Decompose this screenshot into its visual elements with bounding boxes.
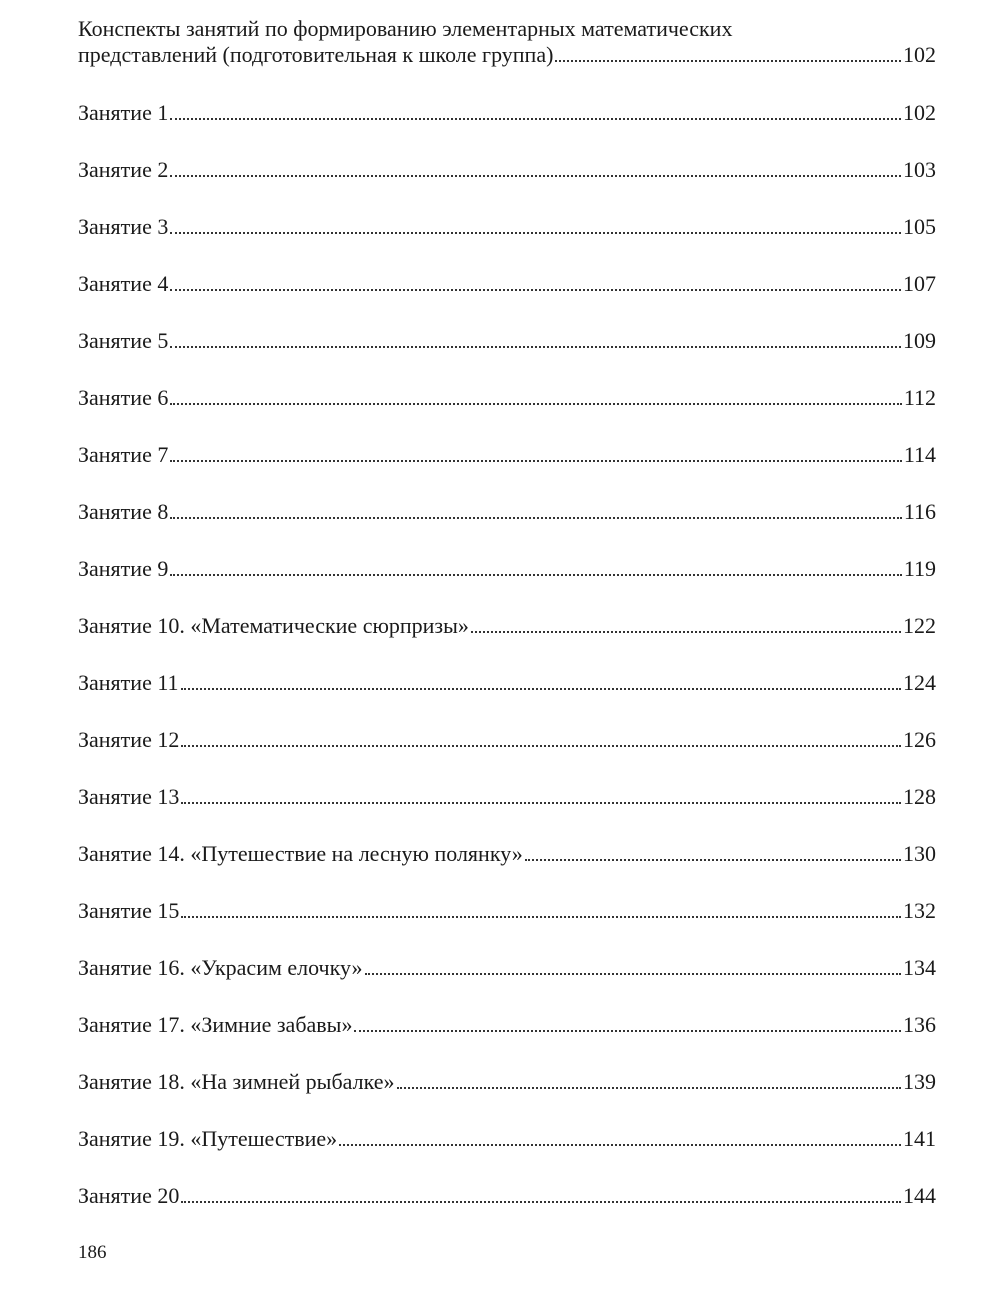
- toc-entry: [78, 727, 936, 784]
- entry-page-number: 116: [903, 499, 936, 524]
- footer-page-number: 186: [78, 1242, 107, 1263]
- dot-leader: [170, 175, 901, 177]
- dot-leader: [170, 118, 901, 120]
- dot-leader: [555, 60, 901, 62]
- entry-title: Занятие 14. «Путешествие на лесную полянку»: [78, 841, 523, 866]
- entry-title: Занятие 1: [78, 100, 169, 125]
- entry-title: Занятие 16. «Украсим елочку»: [78, 955, 363, 980]
- dot-leader: [170, 460, 901, 462]
- entry-page-number: 134: [903, 955, 936, 980]
- toc-entry: [78, 556, 936, 613]
- toc-entry: [78, 328, 936, 385]
- entry-page-number: 139: [903, 1069, 936, 1094]
- toc-entry: [78, 157, 936, 214]
- entry-page-number: 119: [903, 556, 936, 581]
- entry-page-number: 112: [903, 385, 936, 410]
- entry-page-number: 130: [903, 841, 936, 866]
- entry-page-number: 103: [903, 157, 936, 182]
- entry-title: Занятие 13: [78, 784, 180, 809]
- entry-page-number: 132: [903, 898, 936, 923]
- entry-title: Занятие 2: [78, 157, 169, 182]
- toc-entry: [78, 613, 936, 670]
- toc-entry: [78, 784, 936, 841]
- section-title-line2: представлений (подготовительная к школе группа): [78, 42, 554, 67]
- entry-title: Занятие 17. «Зимние забавы»: [78, 1012, 353, 1037]
- entry-title: Занятие 10. «Математические сюрпризы»: [78, 613, 469, 638]
- toc-entry: [78, 1069, 936, 1126]
- entry-title: Занятие 19. «Путешествие»: [78, 1126, 338, 1151]
- toc-entry: [78, 442, 936, 499]
- entry-title: Занятие 12: [78, 727, 180, 752]
- toc-entry: [78, 271, 936, 328]
- entry-title: Занятие 15: [78, 898, 180, 923]
- entry-title: Занятие 4: [78, 271, 169, 296]
- entry-page-number: 144: [903, 1183, 936, 1208]
- toc-entry: [78, 898, 936, 955]
- dot-leader: [170, 517, 901, 519]
- section-page-number: 102: [903, 42, 936, 67]
- dot-leader: [181, 745, 901, 747]
- entry-title: Занятие 8: [78, 499, 169, 524]
- entry-page-number: 122: [903, 613, 936, 638]
- dot-leader: [170, 403, 901, 405]
- toc-entry: [78, 100, 936, 157]
- toc-entry: [78, 499, 936, 556]
- dot-leader: [339, 1144, 901, 1146]
- dot-leader: [170, 232, 901, 234]
- toc-entry: [78, 1012, 936, 1069]
- dot-leader: [181, 802, 901, 804]
- entry-title: Занятие 20: [78, 1183, 180, 1208]
- dot-leader: [365, 973, 901, 975]
- entry-title: Занятие 18. «На зимней рыбалке»: [78, 1069, 395, 1094]
- entry-title: Занятие 11: [78, 670, 179, 695]
- entry-title: Занятие 9: [78, 556, 169, 581]
- entry-page-number: 136: [903, 1012, 936, 1037]
- entry-title: Занятие 7: [78, 442, 169, 467]
- dot-leader: [181, 1201, 901, 1203]
- toc-entry: [78, 1126, 936, 1183]
- dot-leader: [471, 631, 901, 633]
- toc-entry: [78, 955, 936, 1012]
- entry-page-number: 105: [903, 214, 936, 239]
- entry-page-number: 126: [903, 727, 936, 752]
- entry-page-number: 102: [903, 100, 936, 125]
- entry-page-number: 128: [903, 784, 936, 809]
- dot-leader: [354, 1030, 901, 1032]
- dot-leader: [170, 346, 901, 348]
- entry-page-number: 109: [903, 328, 936, 353]
- entry-page-number: 107: [903, 271, 936, 296]
- toc-entry: [78, 1183, 936, 1240]
- table-of-contents: [78, 16, 936, 1240]
- dot-leader: [525, 859, 901, 861]
- dot-leader: [170, 289, 901, 291]
- toc-entry: [78, 841, 936, 898]
- toc-entry: [78, 670, 936, 727]
- dot-leader: [181, 688, 901, 690]
- toc-entry: [78, 385, 936, 442]
- entry-page-number: 124: [903, 670, 936, 695]
- section-title-line1: Конспекты занятий по формированию элементарных математических: [78, 16, 733, 41]
- entry-title: Занятие 3: [78, 214, 169, 239]
- entry-page-number: 114: [903, 442, 936, 467]
- entry-title: Занятие 5: [78, 328, 169, 353]
- dot-leader: [397, 1087, 902, 1089]
- dot-leader: [170, 574, 901, 576]
- entry-title: Занятие 6: [78, 385, 169, 410]
- toc-section-heading: [78, 16, 936, 68]
- dot-leader: [181, 916, 901, 918]
- entry-page-number: 141: [903, 1126, 936, 1151]
- toc-entry: [78, 214, 936, 271]
